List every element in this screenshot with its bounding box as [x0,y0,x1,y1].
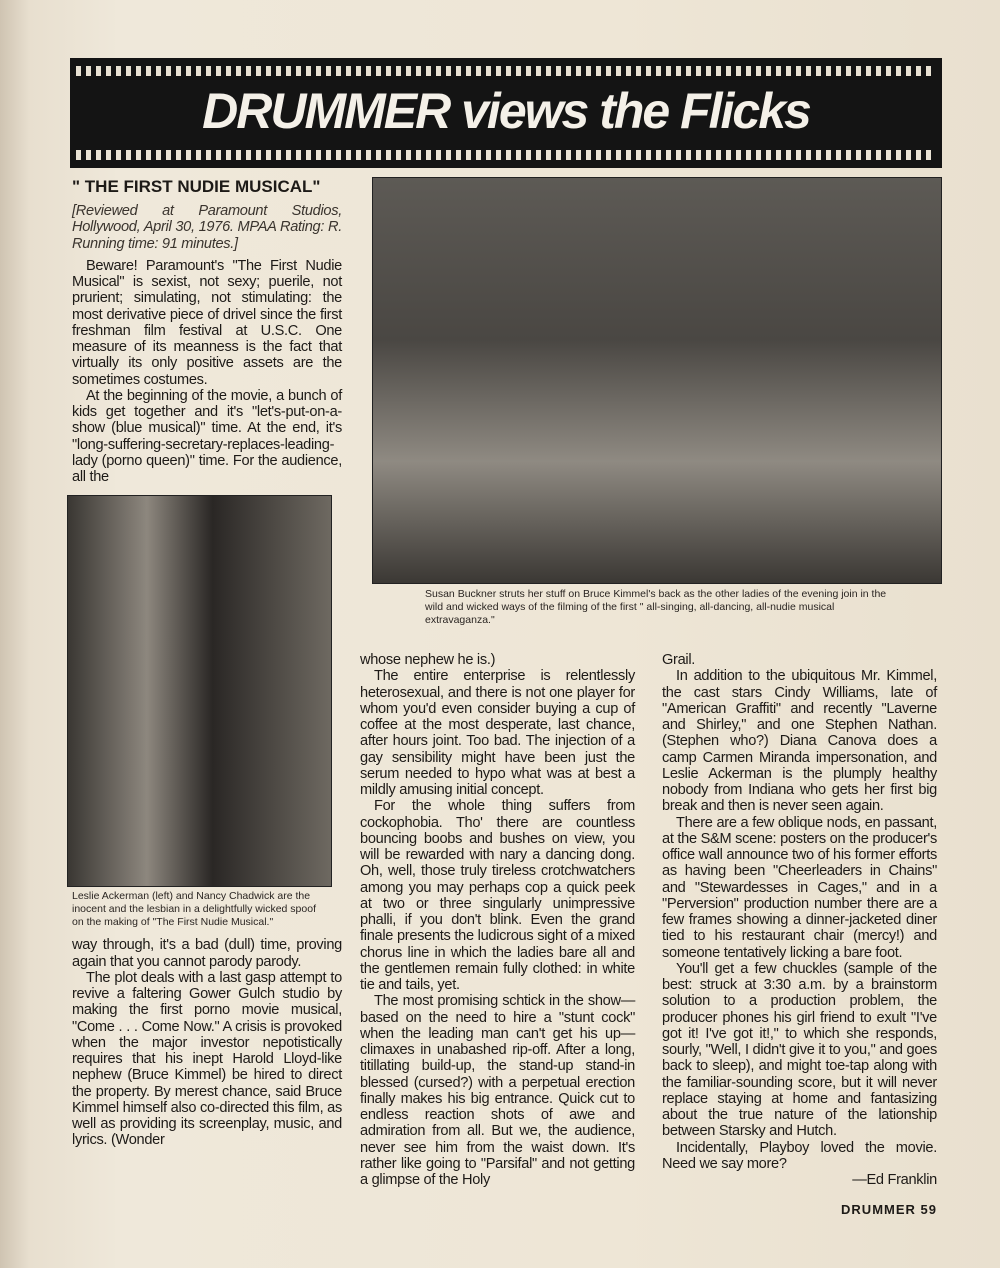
paragraph: There are a few oblique nods, en passant, at the S&M scene: posters on the producer's office wall announce two of his former efforts as having been "Cheerleaders in Chains" and "Stewardesses in Cages," and in a "Perversion" production number there are a few frames showing a dinner-jacketed diner tied to his restaurant chair (mercy!) and someone tentatively licking a bare foot. [662,814,937,961]
column-2 [360,652,635,1188]
column-3 [662,652,937,1218]
author-signature: —Ed Franklin [852,1172,937,1188]
paragraph: You'll get a few chuckles (sample of the best: struck at 3:30 a.m. by a brainstorm solution to a production problem, the producer phones his girl friend to exult "I've got it! I've got it!," to which she responds, sourly, "Well, I didn't give it to you," and goes back to sleep), and might toe-tap along with the familiar-sounding score, but it will never replace staying at home and fantasizing about the true nature of the lationship between Starsky and Hutch. [662,960,937,1140]
photo-susan-buckner-scene [372,177,942,584]
paragraph: The plot deals with a last gasp attempt to revive a faltering Gower Gulch studio by making the first porno movie musical, "Come . . . Come Now." A crisis is provoked when the major investor nepotistically requires that his inept Harold Lloyd-like nephew (Bruce Kimmel) be hired to direct the property. By merest chance, said Bruce Kimmel himself also co-directed this film, as well as providing its screenplay, music, and lyrics. (Wonder [72,969,342,1149]
paragraph: For the whole thing suffers from cockophobia. Tho' there are countless bouncing boobs and bushes on view, you will be rewarded with nary a dancing dong. Oh, well, those truly tireless crotchwatchers among you may perhaps cop a quick peek at two or three singularly unimpressive phalli, if you don't blink. Even the grand finale presents the ludicrous sight of a mixed chorus line in which the ladies bare all and the gentlemen remain fully clothed: in white tie and tails, yet. [360,798,635,993]
photo-ackerman-chadwick [67,495,332,887]
section-title: DRUMMER views the Flicks [202,83,810,139]
paragraph: Incidentally, Playboy loved the movie. Need we say more? [662,1139,937,1172]
paragraph: At the beginning of the movie, a bunch of kids get together and it's "let's-put-on-a-show (blue musical)" time. At the end, it's "long-suffering-secretary-replaces-leading-lady (porno queen)" time. For the audience, all the [72,387,342,485]
photo-caption-left: Leslie Ackerman (left) and Nancy Chadwick are the inocent and the lesbian in a delightfully wicked spoof on the making of "The First Nudie Musical." [72,890,316,929]
paragraph: way through, it's a bad (dull) time, proving again that you cannot parody parody. [72,937,342,970]
column-1 [72,176,342,1149]
page-folio: DRUMMER 59 [841,1202,937,1218]
article-title: " THE FIRST NUDIE MUSICAL" [72,177,321,196]
paragraph: The entire enterprise is relentlessly heterosexual, and there is not one player for whom you'd even consider buying a cup of coffee at the most desperate, last chance, after hours joint. Too bad. The injection of a gay sensibility might have been just the serum needed to hypo what was at best a mildly amusing initial concept. [360,668,635,798]
paragraph: whose nephew he is.) [360,652,496,668]
photo-caption-top: Susan Buckner struts her stuff on Bruce Kimmel's back as the other ladies of the evening join in the wild and wicked ways of the filming of the first " all-singing, all-dancing, all-nudie musical extravaganza." [425,588,887,626]
film-sprockets [76,66,936,76]
paragraph: In addition to the ubiquitous Mr. Kimmel, the cast stars Cindy Williams, late of "American Graffiti" and recently "Laverne and Shirley," and one Stephen Nathan. (Stephen who?) Diana Canova does a camp Carmen Miranda impersonation, and Leslie Ackerman is the plumply healthy nobody from Indiana who gets her first big break and then is never seen again. [662,668,937,815]
paragraph: The most promising schtick in the show—based on the need to hire a "stunt cock" when the leading man can't get his up—climaxes in unabashed rip-off. After a long, titillating build-up, the stand-up stand-in blessed (cursed?) with a perpetual erection finally makes his big entrance. Quick cut to endless reaction shots of awe and admiration from all. But we, the audience, never see him from the waist down. It's rather like going to "Parsifal" and not getting a glimpse of the Holy [360,993,635,1188]
paragraph: Grail. [662,652,696,668]
review-info: [Reviewed at Paramount Studios, Hollywood, April 30, 1976. MPAA Rating: R. Running time: 91 minutes.] [72,203,342,252]
film-sprockets [76,150,936,160]
paragraph: Beware! Paramount's "The First Nudie Musical" is sexist, not sexy; puerile, not prurient; simulating, not stimulating: the most derivative piece of drivel since the first freshman film festival at U.S.C. One measure of its meanness is the fact that virtually its only positive assets are the sometimes costumes. [72,257,342,388]
header-banner [70,58,942,168]
